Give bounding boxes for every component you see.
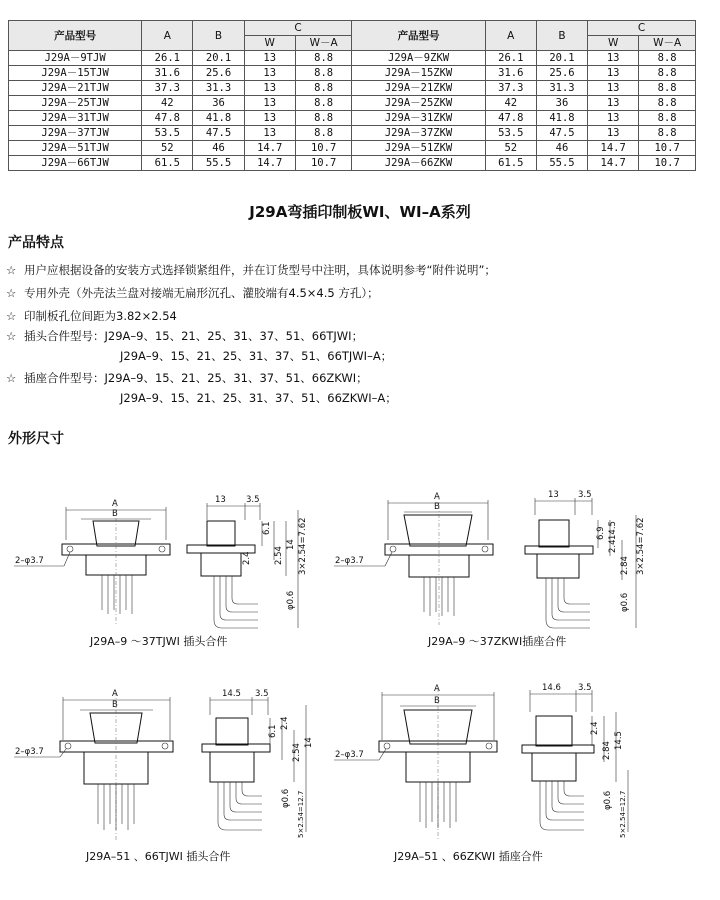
caption: J29A–9 ～37TJWI 插头合件: [90, 635, 228, 648]
dim-v5-label: 3×2.54=7.62: [298, 517, 308, 575]
dim-v2-label: 2.84: [602, 741, 612, 760]
dim-t-label: 3.5: [578, 683, 592, 693]
series-title: J29A弯插印制板WI、WI–A系列: [249, 203, 471, 221]
star-icon: ☆: [6, 329, 17, 343]
left-b-cell: 47.5: [193, 126, 244, 141]
header-model-right: 产品型号: [352, 21, 485, 51]
side-view: [202, 689, 314, 838]
right-w-cell: 14.7: [588, 141, 639, 156]
right-model-cell: J29A－21ZKW: [352, 81, 485, 96]
drawing-plug-9-37: [14, 495, 308, 648]
caption: J29A–51 、66TJWI 插头合件: [86, 850, 231, 863]
left-b-cell: 36: [193, 96, 244, 111]
left-model-cell: J29A－25TJW: [9, 96, 142, 111]
left-wa-cell: 8.8: [295, 81, 352, 96]
left-model-cell: J29A－15TJW: [9, 66, 142, 81]
caption: J29A–9 ～37ZKWI插座合件: [428, 635, 567, 648]
left-b-cell: 55.5: [193, 156, 244, 171]
left-model-cell: J29A－51TJW: [9, 141, 142, 156]
right-b-cell: 20.1: [536, 51, 587, 66]
dim-b-label: B: [434, 696, 440, 706]
right-b-cell: 25.6: [536, 66, 587, 81]
hole-label: 2–φ3.7: [15, 747, 44, 757]
right-model-cell: J29A－9ZKW: [352, 51, 485, 66]
dim-v1-label: 6.1: [268, 724, 278, 738]
right-wa-cell: 10.7: [639, 141, 696, 156]
right-w-cell: 13: [588, 51, 639, 66]
side-view: [187, 495, 308, 628]
caption: J29A–51 、66ZKWI 插座合件: [394, 850, 543, 863]
right-a-cell: 26.1: [485, 51, 536, 66]
left-w-cell: 14.7: [244, 141, 295, 156]
hole-label: 2–φ3.7: [335, 556, 364, 566]
dim-v4-label: 2.84: [620, 556, 630, 575]
right-b-cell: 31.3: [536, 81, 587, 96]
dim-v2-label: 2.4: [280, 716, 290, 730]
right-a-cell: 37.3: [485, 81, 536, 96]
dim-t-label: 3.5: [578, 490, 592, 500]
right-w-cell: 13: [588, 96, 639, 111]
left-b-cell: 31.3: [193, 81, 244, 96]
hole-label: 2–φ3.7: [335, 750, 364, 760]
right-b-cell: 47.5: [536, 126, 587, 141]
left-w-cell: 13: [244, 126, 295, 141]
dim-v6-label: φ0.6: [281, 788, 291, 808]
left-a-cell: 52: [142, 141, 193, 156]
header-w-left: W: [244, 36, 295, 51]
dim-a-label: A: [434, 684, 440, 694]
header-w-right: W: [588, 36, 639, 51]
feature-1-text: 用户应根据设备的安装方式选择锁紧组件，并在订货型号中注明，具体说明参考“附件说明”；: [24, 263, 496, 277]
drawing-socket-51-66: [334, 683, 628, 863]
right-wa-cell: 10.7: [639, 156, 696, 171]
header-b-right: B: [536, 21, 587, 51]
left-a-cell: 47.8: [142, 111, 193, 126]
dim-v4-label: 14: [286, 539, 296, 550]
front-view: [334, 684, 497, 840]
left-wa-cell: 8.8: [295, 96, 352, 111]
right-a-cell: 31.6: [485, 66, 536, 81]
right-wa-cell: 8.8: [639, 51, 696, 66]
left-w-cell: 13: [244, 96, 295, 111]
left-wa-cell: 10.7: [295, 156, 352, 171]
dim-v3-label: 14.5: [608, 521, 618, 540]
drawing-plug-51-66: [14, 689, 314, 863]
side-view: [522, 683, 628, 838]
header-wa-right: W－A: [639, 36, 696, 51]
right-b-cell: 55.5: [536, 156, 587, 171]
left-model-cell: J29A－37TJW: [9, 126, 142, 141]
right-model-cell: J29A－66ZKW: [352, 156, 485, 171]
left-wa-cell: 8.8: [295, 126, 352, 141]
right-wa-cell: 8.8: [639, 96, 696, 111]
right-w-cell: 13: [588, 66, 639, 81]
dimensions-heading: 外形尺寸: [8, 431, 64, 447]
right-a-cell: 53.5: [485, 126, 536, 141]
header-a-right: A: [485, 21, 536, 51]
drawing-socket-9-37: [334, 490, 646, 648]
left-a-cell: 61.5: [142, 156, 193, 171]
left-b-cell: 25.6: [193, 66, 244, 81]
left-model-cell: J29A－66TJW: [9, 156, 142, 171]
front-view: [14, 689, 173, 840]
dim-v6-label: φ0.6: [620, 592, 630, 612]
left-wa-cell: 8.8: [295, 66, 352, 81]
left-wa-cell: 8.8: [295, 51, 352, 66]
right-b-cell: 36: [536, 96, 587, 111]
front-view: [334, 492, 493, 625]
left-model-cell: J29A－21TJW: [9, 81, 142, 96]
dim-v2-label: 2.4: [242, 551, 252, 565]
right-w-cell: 13: [588, 111, 639, 126]
dim-t-label: 3.5: [255, 689, 269, 699]
right-a-cell: 52: [485, 141, 536, 156]
header-model-left: 产品型号: [9, 21, 142, 51]
dim-v4-label: 14: [304, 737, 314, 748]
dim-v6-label: φ0.6: [603, 790, 613, 810]
feature-5-continued: J29A–9、15、21、25、31、37、51、66ZKWI–A；: [120, 391, 397, 405]
hole-label: 2–φ3.7: [15, 556, 44, 566]
star-icon: ☆: [6, 309, 17, 323]
dim-a-label: A: [434, 492, 440, 502]
right-model-cell: J29A－51ZKW: [352, 141, 485, 156]
left-w-cell: 13: [244, 66, 295, 81]
star-icon: ☆: [6, 263, 17, 277]
dim-a-label: A: [112, 499, 118, 509]
dim-w-label: 13: [215, 495, 226, 505]
left-b-cell: 41.8: [193, 111, 244, 126]
right-w-cell: 13: [588, 126, 639, 141]
left-w-cell: 13: [244, 81, 295, 96]
header-b-left: B: [193, 21, 244, 51]
header-wa-left: W－A: [295, 36, 352, 51]
left-a-cell: 42: [142, 96, 193, 111]
right-model-cell: J29A－25ZKW: [352, 96, 485, 111]
dim-v6-label: φ0.6: [286, 590, 296, 610]
dim-w-label: 13: [548, 490, 559, 500]
left-model-cell: J29A－31TJW: [9, 111, 142, 126]
dim-v1-label: 2.4: [590, 721, 600, 735]
header-c-right: C: [588, 21, 696, 36]
left-a-cell: 53.5: [142, 126, 193, 141]
left-a-cell: 31.6: [142, 66, 193, 81]
dim-w-label: 14.6: [542, 683, 561, 693]
right-wa-cell: 8.8: [639, 126, 696, 141]
left-wa-cell: 8.8: [295, 111, 352, 126]
right-wa-cell: 8.8: [639, 111, 696, 126]
right-w-cell: 14.7: [588, 156, 639, 171]
feature-3-text: 印制板孔位间距为3.82×2.54: [24, 309, 177, 323]
side-view: [525, 490, 646, 628]
dim-b-label: B: [112, 509, 118, 519]
feature-4-continued: J29A–9、15、21、25、31、37、51、66TJWI–A；: [120, 349, 393, 363]
features-heading: 产品特点: [8, 235, 64, 251]
right-b-cell: 41.8: [536, 111, 587, 126]
dim-v3-label: 2.54: [292, 743, 302, 762]
star-icon: ☆: [6, 371, 17, 385]
dim-b-label: B: [434, 502, 440, 512]
left-a-cell: 26.1: [142, 51, 193, 66]
dim-a-label: A: [112, 689, 118, 699]
feature-2-text: 专用外壳（外壳法兰盘对接端无扁形沉孔、灌胶端有4.5×4.5 方孔）；: [24, 286, 379, 300]
right-model-cell: J29A－37ZKW: [352, 126, 485, 141]
left-w-cell: 14.7: [244, 156, 295, 171]
right-a-cell: 61.5: [485, 156, 536, 171]
star-icon: ☆: [6, 286, 17, 300]
left-w-cell: 13: [244, 51, 295, 66]
dim-v5-label: 3×2.54=7.62: [636, 517, 646, 575]
right-model-cell: J29A－31ZKW: [352, 111, 485, 126]
feature-5-text: 插座合件型号：J29A–9、15、21、25、31、37、51、66ZKWI；: [24, 371, 368, 385]
dim-v2-label: 2.4: [608, 539, 618, 553]
right-w-cell: 13: [588, 81, 639, 96]
dim-v5-label: 5×2.54=12.7: [297, 790, 305, 838]
right-model-cell: J29A－15ZKW: [352, 66, 485, 81]
left-b-cell: 20.1: [193, 51, 244, 66]
left-wa-cell: 10.7: [295, 141, 352, 156]
dim-b-label: B: [112, 700, 118, 710]
dim-v5-label: 5×2.54=12.7: [619, 790, 627, 838]
dim-v3-label: 2.54: [274, 546, 284, 565]
right-wa-cell: 8.8: [639, 66, 696, 81]
right-b-cell: 46: [536, 141, 587, 156]
header-c-left: C: [244, 21, 352, 36]
right-a-cell: 47.8: [485, 111, 536, 126]
right-wa-cell: 8.8: [639, 81, 696, 96]
feature-4-text: 插头合件型号：J29A–9、15、21、25、31、37、51、66TJWI；: [24, 329, 364, 343]
header-a-left: A: [142, 21, 193, 51]
left-model-cell: J29A－9TJW: [9, 51, 142, 66]
left-w-cell: 13: [244, 111, 295, 126]
front-view: [14, 499, 170, 625]
left-a-cell: 37.3: [142, 81, 193, 96]
right-a-cell: 42: [485, 96, 536, 111]
dim-v3-label: 14.5: [614, 731, 624, 750]
dim-t-label: 3.5: [246, 495, 260, 505]
dim-v1-label: 6.1: [262, 521, 272, 535]
dim-v1-label: 6.9: [596, 526, 606, 540]
dim-w-label: 14.5: [222, 689, 241, 699]
left-b-cell: 46: [193, 141, 244, 156]
